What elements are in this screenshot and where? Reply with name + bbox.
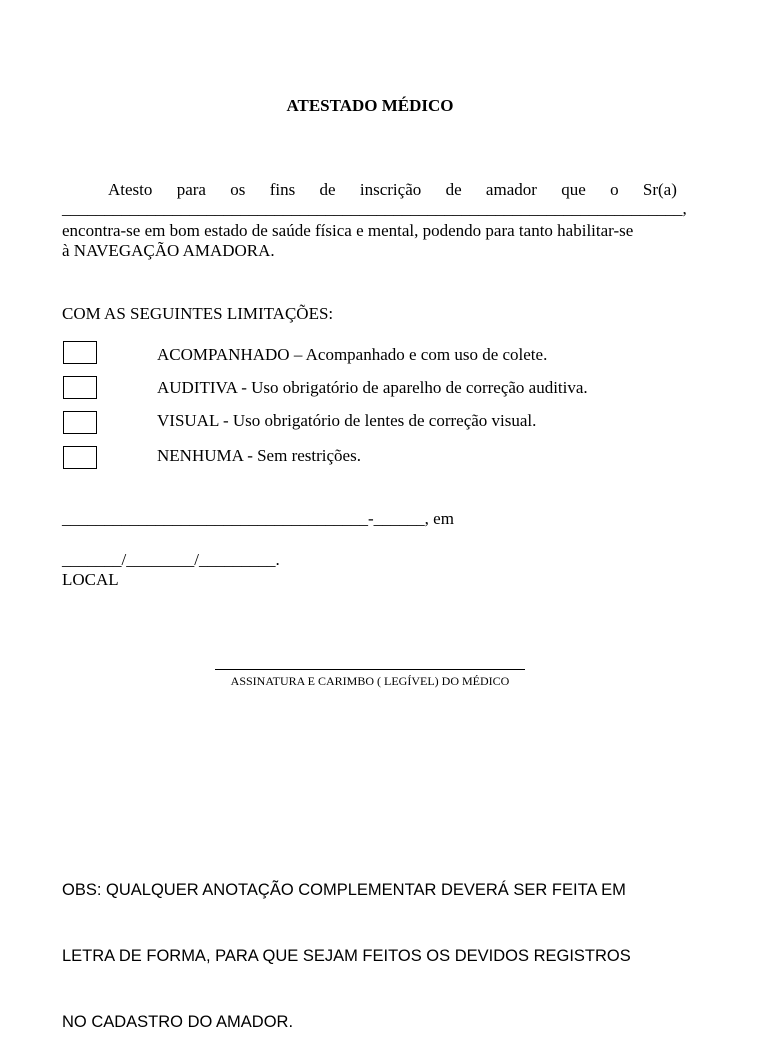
obs-line: LETRA DE FORMA, PARA QUE SEJAM FEITOS OS DEVIDOS REGISTROS [62, 947, 631, 965]
intro-word: inscrição [359, 180, 422, 199]
intro-word: Atesto [108, 180, 153, 199]
document-title: ATESTADO MÉDICO [286, 96, 454, 115]
checkbox-nenhuma[interactable] [63, 446, 97, 469]
place-line[interactable]: ____________________________________-______, em [62, 509, 454, 528]
intro-word: de [445, 180, 462, 199]
obs-line: NO CADASTRO DO AMADOR. [62, 1013, 294, 1031]
checkbox-acompanhado[interactable] [63, 341, 97, 364]
local-label: LOCAL [62, 570, 119, 589]
intro-line-3: encontra-se em bom estado de saúde física e mental, podendo para tanto habilitar-se [62, 221, 634, 240]
checkbox-visual[interactable] [63, 411, 97, 434]
intro-word: o [610, 180, 619, 199]
option-acompanhado-label: ACOMPANHADO – Acompanhado e com uso de colete. [157, 345, 548, 364]
checkbox-auditiva[interactable] [63, 376, 97, 399]
signature-caption: ASSINATURA E CARIMBO ( LEGÍVEL) DO MÉDICO [230, 674, 510, 688]
intro-word: que [561, 180, 586, 199]
limitations-heading: COM AS SEGUINTES LIMITAÇÕES: [62, 304, 334, 323]
intro-word: Sr(a) [642, 180, 677, 199]
intro-word: para [176, 180, 206, 199]
signature-line[interactable] [215, 669, 525, 670]
intro-line-4: à NAVEGAÇÃO AMADORA. [62, 241, 275, 260]
intro-line-1 [62, 179, 677, 201]
date-line[interactable]: _______/________/_________. [62, 550, 280, 569]
intro-word: os [230, 180, 246, 199]
intro-word: de [319, 180, 336, 199]
option-auditiva-label: AUDITIVA - Uso obrigatório de aparelho de correção auditiva. [157, 378, 588, 397]
name-blank-line[interactable]: _________________________________________________________________________, [62, 199, 687, 218]
option-visual-label: VISUAL - Uso obrigatório de lentes de correção visual. [157, 411, 537, 430]
intro-word: amador [485, 180, 537, 199]
obs-note [62, 835, 631, 1055]
option-nenhuma-label: NENHUMA - Sem restrições. [157, 446, 361, 465]
intro-word: fins [269, 180, 296, 199]
obs-line: OBS: QUALQUER ANOTAÇÃO COMPLEMENTAR DEVERÁ SER FEITA EM [62, 881, 626, 899]
